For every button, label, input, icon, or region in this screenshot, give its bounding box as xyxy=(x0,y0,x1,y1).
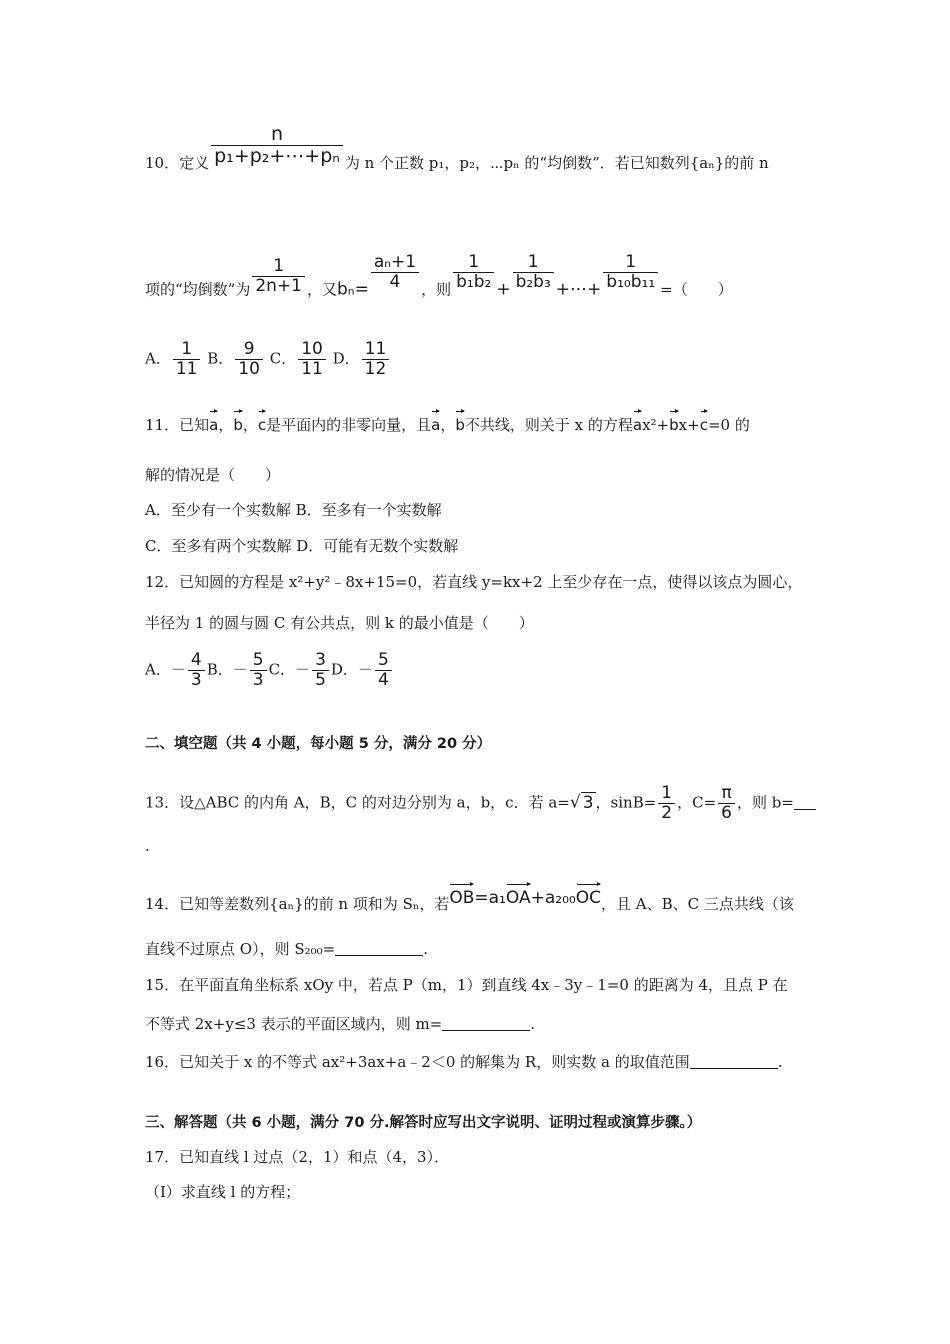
q11-opt-cd: C．至多有两个实数解 D．可能有无数个实数解 xyxy=(145,537,459,555)
q12-line2: 半径为 1 的圆与圆 C 有公共点，则 k 的最小值是（ ） xyxy=(145,614,534,632)
q10-sum-term1-num: 1 xyxy=(453,253,494,273)
q10-text2d: =（ ） xyxy=(660,280,733,299)
q15-line1: 15．在平面直角坐标系 xOy 中，若点 P（m，1）到直线 4x﹣3y﹣1=0 的距离为 4，且点 P 在 xyxy=(145,976,788,994)
q11-line2: 解的情况是（ ） xyxy=(145,466,281,484)
q12-opt-a-fraction xyxy=(188,651,205,690)
q12-opt-d-num: 5 xyxy=(375,651,392,671)
q10-text1: 为 n 个正数 p₁，p₂，⋯pₙ 的“均倒数”．若已知数列{aₙ}的前 n xyxy=(344,153,769,172)
q16-line1a: 16．已知关于 x 的不等式 ax²+3ax+a﹣2＜0 的解集为 R，则实数 a 的取值范围 xyxy=(145,1053,690,1071)
q10-def-fraction xyxy=(211,124,343,168)
q11-prefix: 11．已知 xyxy=(145,416,210,434)
q10-sum-term2-num: 1 xyxy=(513,253,554,273)
q16-line1b: . xyxy=(777,1053,783,1071)
q13-c-den: 6 xyxy=(721,802,732,823)
q12-opt-a-minus: － xyxy=(170,660,186,679)
q14-eq-plus: +a₂₀₀ xyxy=(530,888,576,908)
q10-text2b: ，又 xyxy=(307,280,338,299)
q12-opt-b-minus: － xyxy=(232,660,248,679)
q11-vec-a2: a xyxy=(431,409,440,435)
q17-line1: 17．已知直线 l 过点（2，1）和点（4，3）． xyxy=(145,1148,450,1166)
q14-text2: ，且 A、B、C 三点共线（该 xyxy=(600,895,794,913)
q10-sum-term3-den: b₁₀b₁₁ xyxy=(606,271,656,292)
q13-answer-blank[interactable] xyxy=(794,795,816,810)
q12-opt-c-num: 3 xyxy=(312,651,329,671)
q11-vec-a3: a xyxy=(633,409,642,435)
q10-opt-b-label: B． xyxy=(207,349,234,368)
q11-eq-x: x+ xyxy=(678,416,700,434)
q12-opt-c-fraction xyxy=(312,651,329,690)
section-3-heading: 三、解答题（共 6 小题，满分 70 分.解答时应写出文字说明、证明过程或演算步骤。） xyxy=(145,1115,702,1131)
q10-opt-a-fraction xyxy=(173,340,201,379)
q15-line2b: . xyxy=(530,1015,536,1033)
q10-plus: + xyxy=(496,279,511,300)
q10-opt-b-den: 10 xyxy=(238,358,260,379)
q10-opt-c-fraction xyxy=(298,340,326,379)
q13-sinb-num: 1 xyxy=(658,784,675,804)
q12-opt-d-label: D． xyxy=(330,660,358,679)
q10-opt-a-label: A． xyxy=(145,349,171,368)
q10-opt-a-den: 11 xyxy=(175,358,198,379)
q14-vector-equation xyxy=(449,888,601,908)
q14-vec-oa: OA xyxy=(506,882,531,908)
q11-vec-b2: b xyxy=(455,409,465,435)
q13-text2: ，sinB= xyxy=(595,793,657,812)
q11-eq-end: =0 的 xyxy=(707,416,750,434)
q13-c-fraction xyxy=(718,784,735,823)
q10-opt-a-num: 1 xyxy=(173,340,201,360)
q12-opt-b-den: 3 xyxy=(252,669,264,690)
q10-text2a: 项的“均倒数”为 xyxy=(145,280,251,299)
q15-line2 xyxy=(145,1014,535,1034)
q10-opt-c-num: 10 xyxy=(298,340,326,360)
q10-opt-d-fraction xyxy=(362,340,390,379)
q11-mid1: 是平面内的非零向量，且 xyxy=(266,416,432,434)
q12-opt-d-den: 4 xyxy=(377,669,389,690)
q10-options xyxy=(145,340,391,379)
q14-vec-ob: OB xyxy=(449,882,474,908)
q11-comma2: ， xyxy=(242,416,258,434)
q11-vec-a: a xyxy=(209,409,218,435)
q10-line1 xyxy=(145,124,769,173)
q12-opt-a-num: 4 xyxy=(188,651,205,671)
q15-answer-blank[interactable] xyxy=(442,1016,530,1031)
q10-prefix: 10．定义 xyxy=(145,153,210,172)
q12-opt-c-den: 5 xyxy=(315,669,326,690)
q14-line1 xyxy=(145,882,794,914)
q12-opt-c-minus: － xyxy=(295,660,311,679)
q12-opt-d-fraction xyxy=(375,651,392,690)
q10-opt-c-den: 11 xyxy=(301,358,323,379)
q13-tail: . xyxy=(145,837,150,855)
q10-def-den: p₁+p₂+⋯+pₙ xyxy=(214,144,340,167)
q13-sqrt: √ 3 xyxy=(569,792,594,813)
q10-sum-term2-den: b₂b₃ xyxy=(515,271,551,292)
q10-sum-term2 xyxy=(513,253,554,292)
q10-line2 xyxy=(145,253,733,300)
q12-opt-d-minus: － xyxy=(357,660,373,679)
q10-opt-b-fraction xyxy=(235,340,263,379)
q11-vec-c: c xyxy=(258,409,266,435)
q10-bn-lhs: bₙ= xyxy=(337,279,369,300)
q10-def-num: n xyxy=(211,124,343,146)
q11-line1 xyxy=(145,409,750,435)
q14-line2a: 直线不过原点 O），则 S₂₀₀= xyxy=(145,940,336,958)
q10-bn-fraction xyxy=(371,253,419,292)
q10-sum-term1-den: b₁b₂ xyxy=(456,271,492,292)
q14-line2 xyxy=(145,939,428,959)
q10-avg-fraction xyxy=(252,257,305,296)
q11-comma1: ， xyxy=(218,416,234,434)
q10-avg-den: 2n+1 xyxy=(255,275,302,296)
q14-text1: 14．已知等差数列{aₙ}的前 n 项和为 Sₙ，若 xyxy=(145,895,450,913)
q13-text4: ，则 b= xyxy=(737,793,794,812)
q13-text1: 13．设△ABC 的内角 A，B，C 的对边分别为 a，b，c．若 a= xyxy=(145,793,570,812)
q13-sinb-fraction xyxy=(658,784,675,823)
q13-sinb-den: 2 xyxy=(661,802,673,823)
q13-c-num: π xyxy=(718,784,735,804)
q12-opt-b-label: B． xyxy=(206,660,233,679)
q12-opt-b-num: 5 xyxy=(250,651,267,671)
q10-sum-term1 xyxy=(453,253,494,292)
q13-text3: ，C= xyxy=(677,793,717,812)
q12-opt-b-fraction xyxy=(250,651,267,690)
q10-sum-term3-num: 1 xyxy=(603,253,658,273)
q10-sum-dots: +⋯+ xyxy=(555,279,602,300)
q10-opt-b-num: 9 xyxy=(235,340,263,360)
q14-eq-mid: =a₁ xyxy=(474,888,506,908)
q11-vec-c3: c xyxy=(700,409,708,435)
q11-opt-ab: A．至少有一个实数解 B．至多有一个实数解 xyxy=(145,501,442,519)
q13-sqrt-value: 3 xyxy=(582,792,594,813)
q10-bn-den: 4 xyxy=(389,271,401,292)
q11-eq-x2: x²+ xyxy=(642,416,670,434)
q12-line1: 12．已知圆的方程是 x²+y²﹣8x+15=0，若直线 y=kx+2 上至少存在一点，使得以该点为圆心， xyxy=(145,573,803,591)
q12-opt-c-label: C． xyxy=(268,660,296,679)
q12-options xyxy=(145,651,394,690)
q15-line2a: 不等式 2x+y≤3 表示的平面区域内，则 m= xyxy=(145,1015,443,1033)
q14-line2b: . xyxy=(423,940,428,958)
q17-line2: （Ⅰ）求直线 l 的方程； xyxy=(145,1183,301,1201)
q10-opt-d-num: 11 xyxy=(362,340,390,360)
q10-avg-num: 1 xyxy=(252,257,305,277)
q16-line1 xyxy=(145,1052,782,1072)
q10-text2c: ，则 xyxy=(421,280,452,299)
q10-sum-term3 xyxy=(603,253,658,292)
q14-answer-blank[interactable] xyxy=(335,941,423,956)
q11-comma3: ， xyxy=(440,416,456,434)
q11-vec-b3: b xyxy=(669,409,679,435)
q10-opt-c-label: C． xyxy=(269,349,297,368)
q10-bn-num: aₙ+1 xyxy=(371,253,419,273)
q13-line1 xyxy=(145,784,816,823)
q10-opt-d-label: D． xyxy=(332,349,360,368)
q14-vec-oc: OC xyxy=(576,882,601,908)
q10-opt-d-den: 12 xyxy=(364,358,387,379)
q11-mid2: 不共线，则关于 x 的方程 xyxy=(464,416,633,434)
q11-vec-b: b xyxy=(233,409,243,435)
q12-opt-a-label: A． xyxy=(145,660,171,679)
section-2-heading: 二、填空题（共 4 小题，每小题 5 分，满分 20 分） xyxy=(145,736,492,752)
q16-answer-blank[interactable] xyxy=(690,1054,778,1069)
q12-opt-a-den: 3 xyxy=(190,669,202,690)
